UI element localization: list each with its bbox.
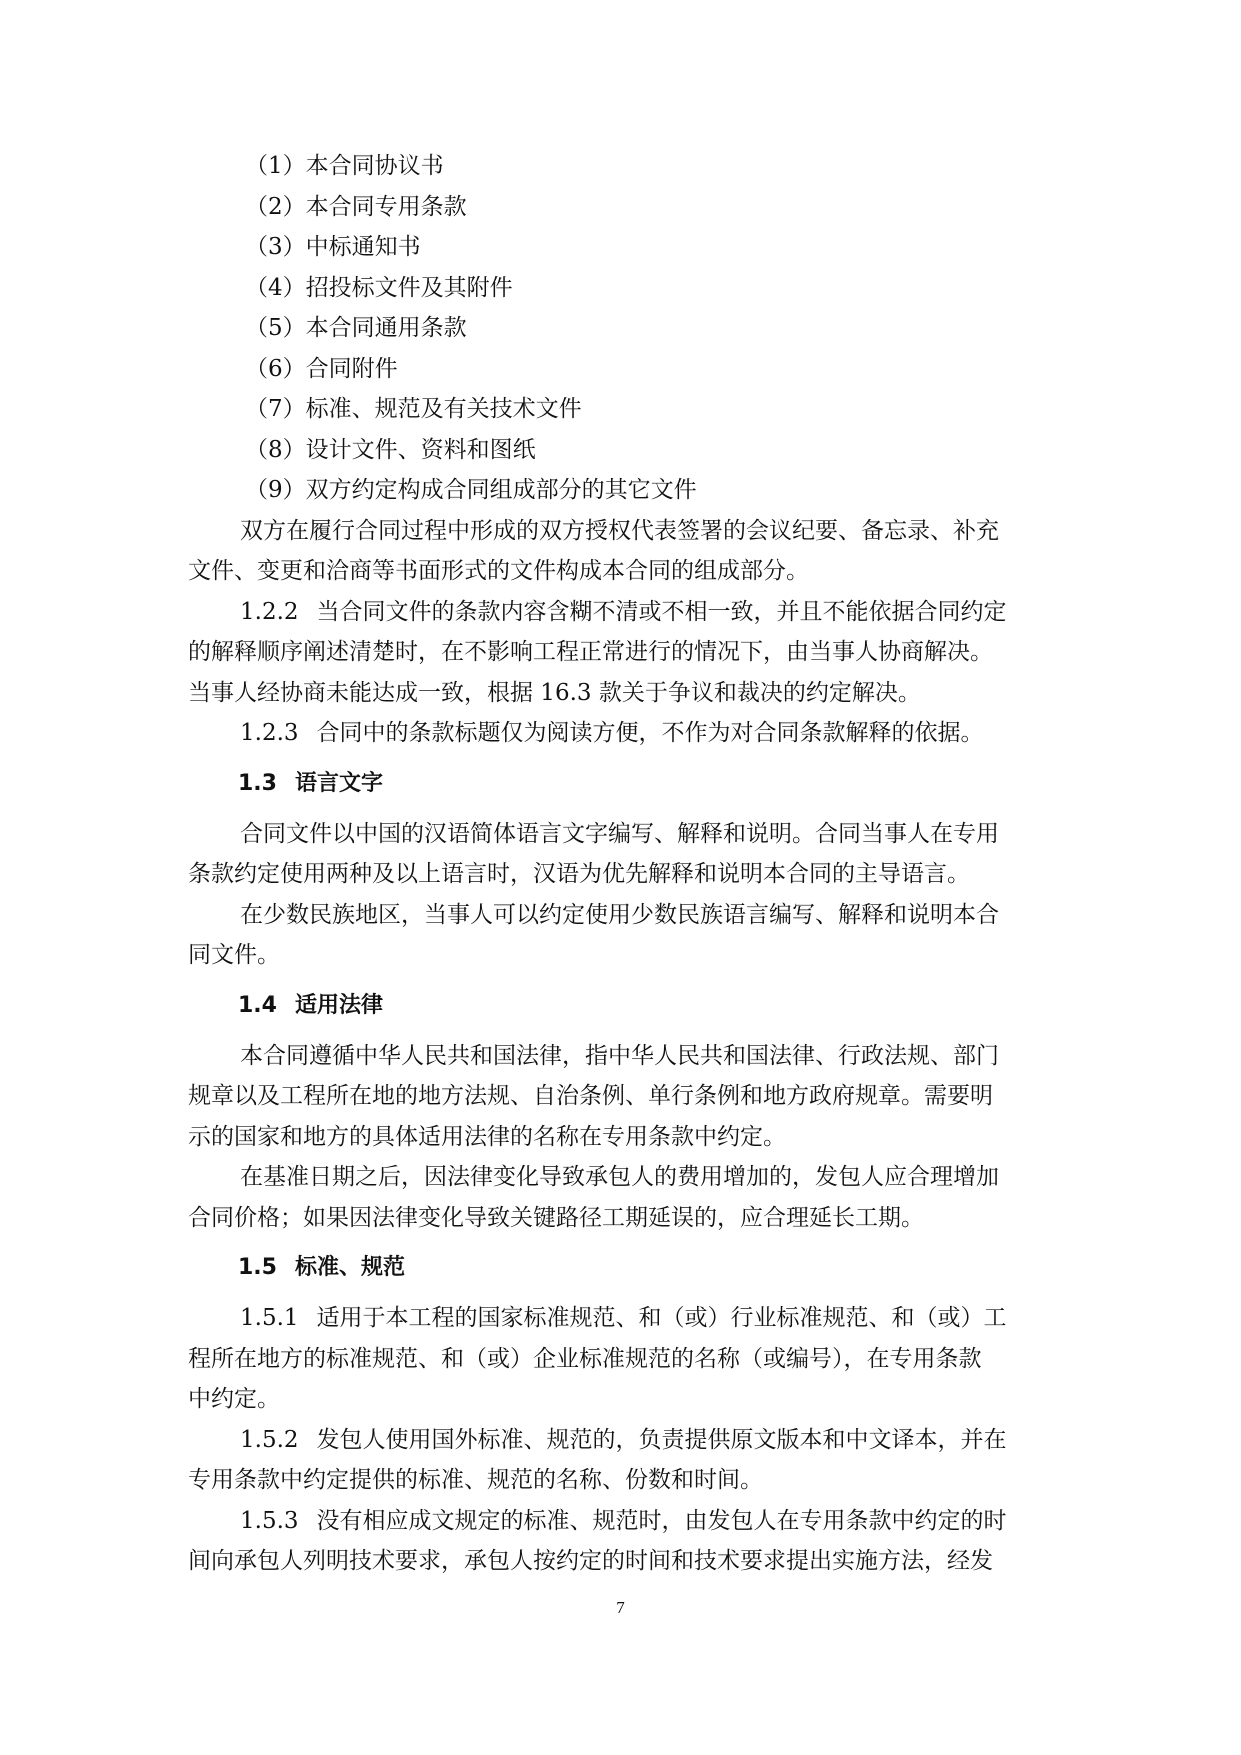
section-heading-1-4 [188,986,1058,1026]
paragraph-line: 的解释顺序阐述清楚时，在不影响工程正常进行的情况下，由当事人协商解决。 [188,639,993,665]
list-item: （7）标准、规范及有关技术文件 [245,396,582,422]
paragraph-line: 规章以及工程所在地的地方法规、自治条例、单行条例和地方政府规章。需要明 [188,1083,993,1109]
list-item: （3）中标通知书 [245,234,421,260]
section-number: 1.5 [238,1255,277,1280]
paragraph-line: 示的国家和地方的具体适用法律的名称在专用条款中约定。 [188,1123,786,1150]
list-item: （2）本合同专用条款 [245,193,467,220]
section-heading-1-3 [188,764,1058,804]
paragraph-line: 条款约定使用两种及以上语言时，汉语为优先解释和说明本合同的主导语言。 [188,861,970,887]
paragraph-line: 中约定。 [188,1386,280,1412]
paragraph-line: 当事人经协商未能达成一致，根据 16.3 款关于争议和裁决的约定解决。 [188,679,921,706]
paragraph-line: 在基准日期之后，因法律变化导致承包人的费用增加的，发包人应合理增加 [240,1164,999,1190]
clause-text: 发包人使用国外标准、规范的，负责提供原文版本和中文译本，并在 [316,1426,1007,1453]
paragraph-line: 本合同遵循中华人民共和国法律，指中华人民共和国法律、行政法规、部门 [240,1042,999,1069]
clause-1-5-3 [188,1501,1058,1542]
paragraph-line: 间向承包人列明技术要求，承包人按约定的时间和技术要求提出实施方法，经发 [188,1548,993,1574]
clause-number: 1.5.3 [240,1507,299,1534]
clause-number: 1.5.2 [240,1426,299,1453]
paragraph-line: 合同价格；如果因法律变化导致关键路径工期延误的，应合理延长工期。 [188,1204,924,1231]
list-item: （4）招投标文件及其附件 [245,274,513,301]
paragraph-line: 文件、变更和洽商等书面形式的文件构成本合同的组成部分。 [188,558,809,584]
list-item: （8）设计文件、资料和图纸 [245,436,536,463]
paragraph-line: 在少数民族地区，当事人可以约定使用少数民族语言编写、解释和说明本合 [240,901,999,928]
list-item: （1）本合同协议书 [245,153,444,179]
clause-1-5-1 [188,1298,1058,1339]
clause-text: 适用于本工程的国家标准规范、和（或）行业标准规范、和（或）工 [316,1305,1007,1331]
paragraph-line: 专用条款中约定提供的标准、规范的名称、份数和时间。 [188,1467,763,1493]
clause-number: 1.2.2 [240,598,299,625]
clause-1-2-3 [188,713,1058,754]
section-number: 1.3 [238,770,277,796]
paragraph-line: 同文件。 [188,942,280,968]
clause-number: 1.2.3 [240,720,299,746]
list-item: （5）本合同通用条款 [245,315,467,341]
section-number: 1.4 [238,992,277,1018]
clause-1-2-2 [188,592,1058,633]
list-item: （9）双方约定构成合同组成部分的其它文件 [245,477,697,503]
clause-text: 当合同文件的条款内容含糊不清或不相一致，并且不能依据合同约定 [316,598,1007,625]
section-title: 适用法律 [294,992,383,1018]
clause-number: 1.5.1 [240,1305,299,1331]
clause-1-5-2 [188,1420,1058,1461]
page-number: 7 [616,1598,625,1617]
paragraph-line: 程所在地方的标准规范、和（或）企业标准规范的名称（或编号），在专用条款 [188,1345,982,1372]
list-item: （6）合同附件 [245,355,398,382]
clause-text: 合同中的条款标题仅为阅读方便，不作为对合同条款解释的依据。 [316,720,984,746]
clause-text: 没有相应成文规定的标准、规范时，由发包人在专用条款中约定的时 [316,1507,1007,1534]
document-body [188,146,1058,1582]
section-title: 语言文字 [294,770,383,796]
paragraph-line: 双方在履行合同过程中形成的双方授权代表签署的会议纪要、备忘录、补充 [240,517,999,544]
section-heading-1-5 [188,1248,1058,1288]
paragraph-line: 合同文件以中国的汉语简体语言文字编写、解释和说明。合同当事人在专用 [240,820,999,847]
section-title: 标准、规范 [294,1255,405,1280]
